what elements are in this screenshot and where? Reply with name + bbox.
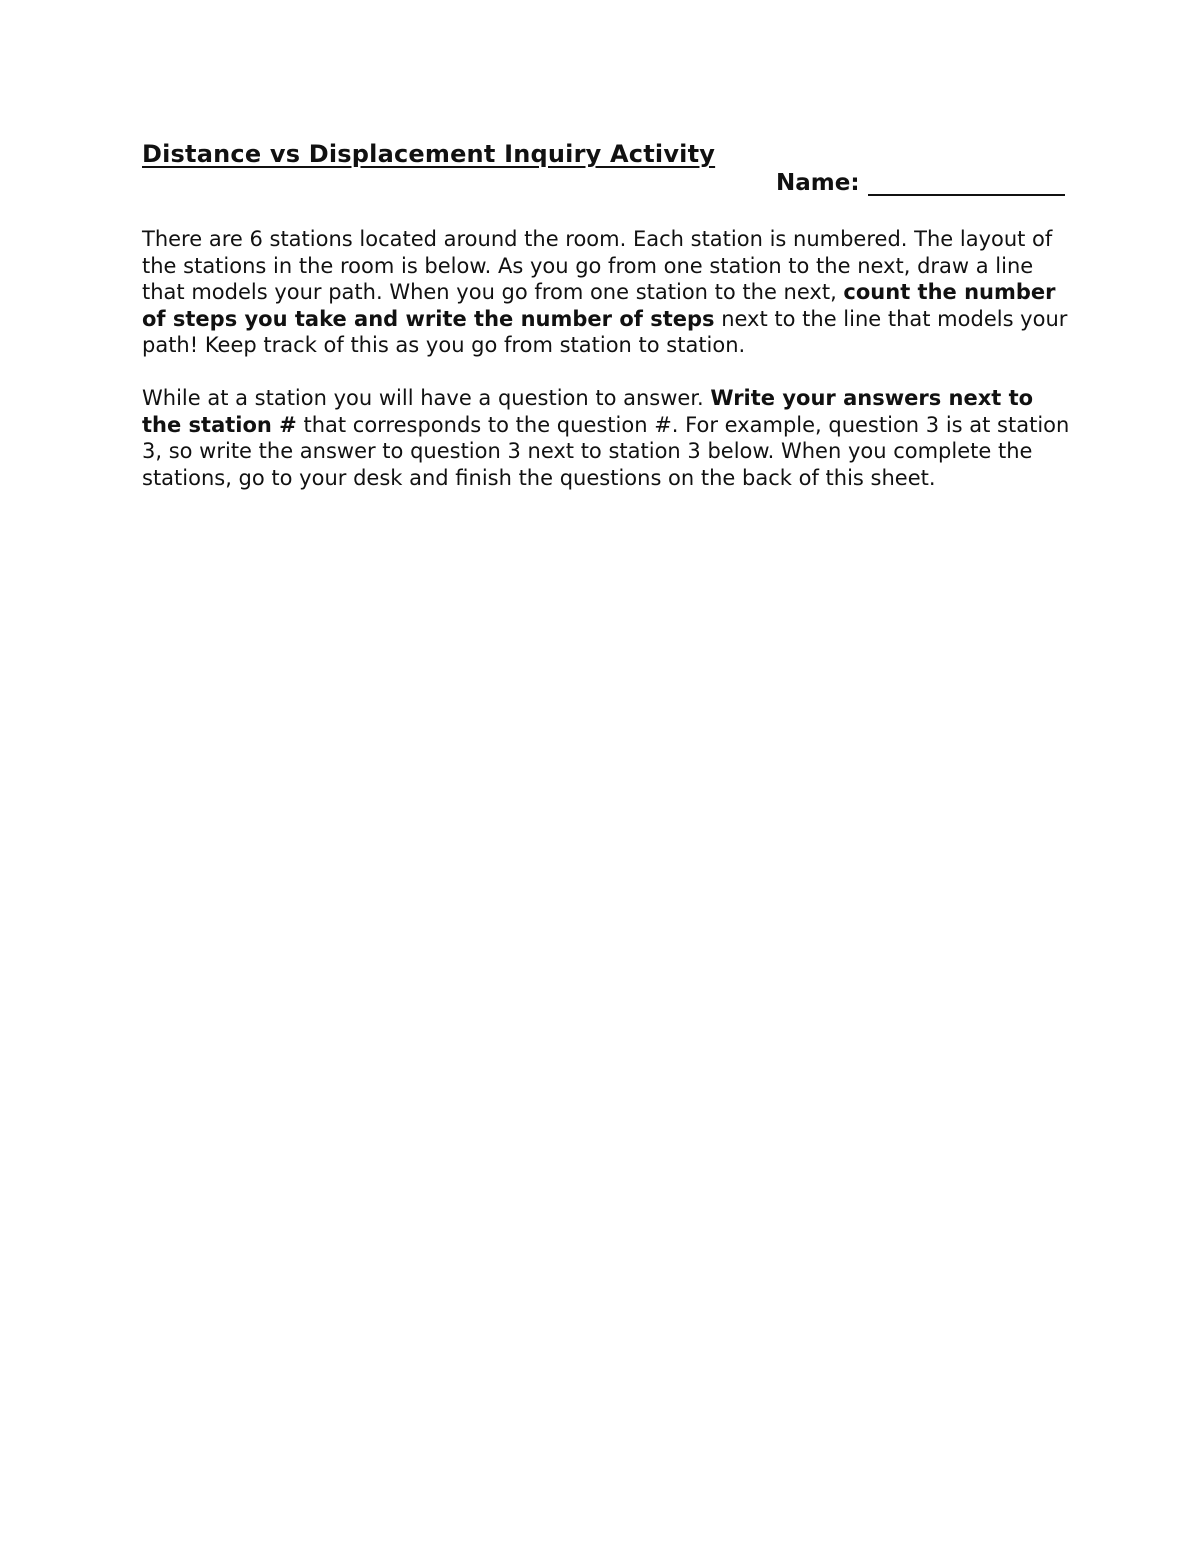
paragraph-1-bold: count the number of steps you take and write the number of steps	[142, 280, 1056, 331]
instructions-paragraph-1	[142, 226, 1072, 359]
paragraph-2-bold: Write your answers next to the station #	[142, 386, 1034, 437]
name-blank-line	[868, 170, 1065, 196]
paragraph-2-text-b: that corresponds to the question #. For example, question 3 is at station 3, so write the answer to question 3 next to station 3 below. When you complete the stations, go to your desk and finish the questions on the back of this sheet.	[142, 412, 1070, 490]
instructions	[142, 226, 1072, 518]
paragraph-1-text-a: There are 6 stations located around the room. Each station is numbered. The layout of the stations in the room is below. As you go from one station to the next, draw a line that models your path. When you go from one station to the next,	[142, 227, 1053, 304]
worksheet-title: Distance vs Displacement Inquiry Activity	[142, 140, 716, 168]
name-field	[776, 170, 1065, 196]
paragraph-2-text-a: While at a station you will have a question to answer.	[142, 386, 711, 410]
name-label: Name:	[776, 170, 860, 196]
paragraph-1-text-b: next to the line that models your path! Keep track of this as you go from station to station.	[142, 306, 1068, 357]
instructions-paragraph-2	[142, 385, 1072, 491]
